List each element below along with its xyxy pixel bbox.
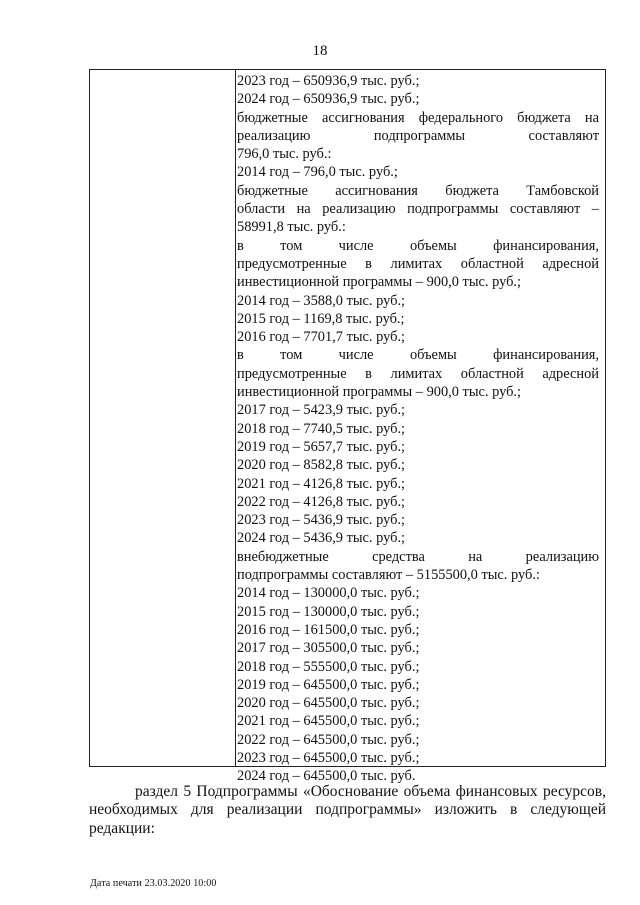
table-text-line: 2018 год – 7740,5 тыс. руб.; xyxy=(237,420,406,437)
table-text-line: 2020 год – 8582,8 тыс. руб.; xyxy=(237,457,406,474)
table-text-line: 2023 год – 645500,0 тыс. руб.; xyxy=(237,749,420,766)
table-text-line: 2024 год – 650936,9 тыс. руб.; xyxy=(237,91,420,108)
table-text-line: 2023 год – 5436,9 тыс. руб.; xyxy=(237,512,406,529)
financing-table xyxy=(89,69,606,785)
table-text-line: 796,0 тыс. руб.: xyxy=(237,146,332,163)
paragraph-line: редакции: xyxy=(89,819,155,837)
table-right-cell xyxy=(237,72,599,786)
table-text-line: 2019 год – 5657,7 тыс. руб.; xyxy=(237,438,406,455)
table-text-line: 2014 год – 130000,0 тыс. руб.; xyxy=(237,585,420,602)
table-text-line: области на реализацию подпрограммы составляют – xyxy=(237,201,599,218)
table-text-line: 2016 год – 7701,7 тыс. руб.; xyxy=(237,329,406,346)
table-text-line: 2017 год – 5423,9 тыс. руб.; xyxy=(237,402,406,419)
table-left-cell xyxy=(90,70,236,766)
table-text-line: 2015 год – 130000,0 тыс. руб.; xyxy=(237,603,420,620)
table-text-line: 2014 год – 796,0 тыс. руб.; xyxy=(237,164,398,181)
table-text-line: 58991,8 тыс. руб.: xyxy=(237,219,346,236)
table-text-line: 2022 год – 645500,0 тыс. руб.; xyxy=(237,731,420,748)
table-text-line: 2015 год – 1169,8 тыс. руб.; xyxy=(237,310,405,327)
paragraph-line: раздел 5 Подпрограммы «Обоснование объема финансовых ресурсов, xyxy=(135,783,606,800)
table-text-line: бюджетные ассигнования федерального бюджета на xyxy=(237,109,599,126)
table-text-line: бюджетные ассигнования бюджета Тамбовской xyxy=(237,182,599,199)
table-text-line: 2021 год – 4126,8 тыс. руб.; xyxy=(237,475,406,492)
table-text-line: 2024 год – 645500,0 тыс. руб. xyxy=(237,768,416,785)
table-text-line: 2022 год – 4126,8 тыс. руб.; xyxy=(237,493,406,510)
table-text-line: 2023 год – 650936,9 тыс. руб.; xyxy=(237,73,420,89)
print-date: Дата печати 23.03.2020 10:00 xyxy=(90,878,217,889)
table-text-line: внебюджетные средства на реализацию xyxy=(237,548,599,565)
table-text-line: 2024 год – 5436,9 тыс. руб.; xyxy=(237,530,406,547)
table-text-line: 2020 год – 645500,0 тыс. руб.; xyxy=(237,695,420,712)
table-text-line: инвестиционной программы – 900,0 тыс. руб.; xyxy=(237,274,522,291)
table-text-line: предусмотренные в лимитах областной адресной xyxy=(237,255,599,272)
table-text-line: 2017 год – 305500,0 тыс. руб.; xyxy=(237,640,420,657)
table-text-line: подпрограммы составляют – 5155500,0 тыс. руб.: xyxy=(237,567,540,584)
table-text-line: в том числе объемы финансирования, xyxy=(237,237,599,254)
table-text-line: инвестиционной программы – 900,0 тыс. руб.; xyxy=(237,384,522,401)
section-5-paragraph xyxy=(89,781,606,836)
table-text-line: 2019 год – 645500,0 тыс. руб.; xyxy=(237,676,420,693)
table-text-line: реализацию подпрограммы составляют xyxy=(237,127,599,144)
table-text-line: предусмотренные в лимитах областной адресной xyxy=(237,365,599,382)
table-text-line: 2016 год – 161500,0 тыс. руб.; xyxy=(237,621,420,638)
table-text-line: 2018 год – 555500,0 тыс. руб.; xyxy=(237,658,420,675)
table-text-line: 2021 год – 645500,0 тыс. руб.; xyxy=(237,713,420,730)
table-text-line: в том числе объемы финансирования, xyxy=(237,347,599,364)
table-text-line: 2014 год – 3588,0 тыс. руб.; xyxy=(237,292,406,309)
paragraph-line: необходимых для реализации подпрограммы» изложить в следующей xyxy=(89,801,606,819)
page-number: 18 xyxy=(312,43,328,59)
